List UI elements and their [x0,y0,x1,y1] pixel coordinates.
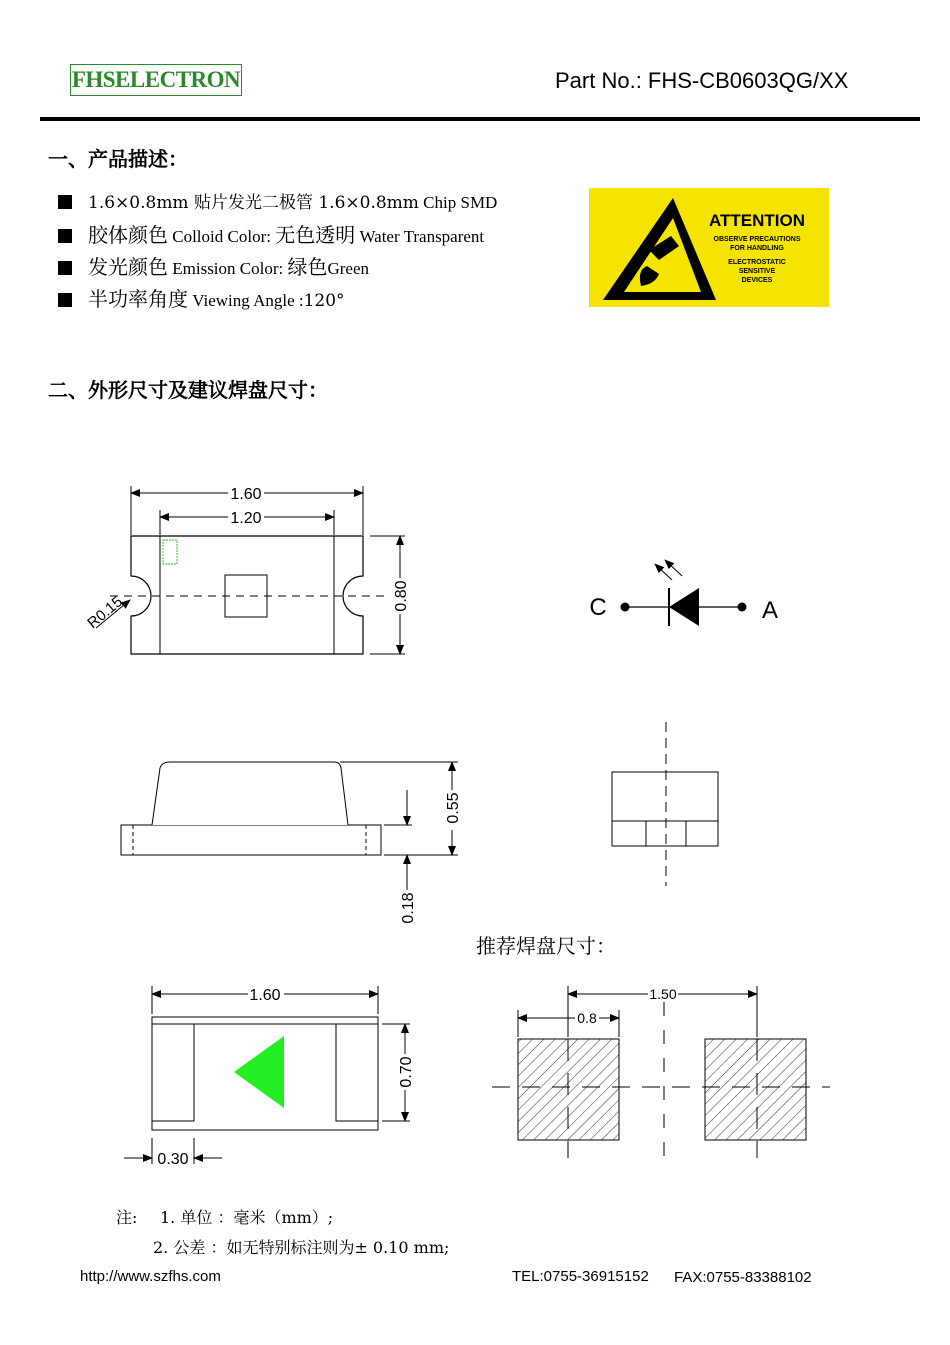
top-inner-label: 1.20 [230,510,262,527]
pad-section-title: 推荐焊盘尺寸： [476,934,616,958]
bullet-square-icon [58,195,72,209]
svg-text:ELECTROSTATIC: ELECTROSTATIC [728,259,786,266]
section1-title: 一、产品描述： [48,147,188,171]
section2-title: 二、外形尺寸及建议焊盘尺寸： [48,378,328,402]
pad-gap-label: 0.30 [157,1151,189,1168]
esd-warning-label [589,188,829,307]
svg-text:OBSERVE PRECAUTIONS: OBSERVE PRECAUTIONS [713,236,801,243]
part-number [555,68,848,94]
esd-title: ATTENTION [708,211,806,230]
pad-length-label: 1.60 [249,987,281,1004]
footer-fax: FAX:0755-83388102 [674,1269,812,1286]
company-logo: FHSELECTRON [70,64,242,96]
bullet-item: 1.6×0.8mm 贴片发光二极管 1.6×0.8mm Chip SMD [58,188,497,213]
recommended-pads-drawing [492,986,830,1168]
note-tolerance: 2. 公差 ：如无特别标注则为± 0.10 mm; [153,1238,450,1257]
part-number-label: Part No.: [555,68,648,93]
bullet-item: 胶体颜色 Colloid Color: 无色透明 Water Transparent [58,219,484,248]
radius-label: R0.15 [84,593,126,632]
top-width-label: 0.80 [393,580,410,612]
led-symbol [589,560,778,626]
bottom-view-drawing [124,986,415,1168]
anode-label: A [761,597,779,624]
header-rule [40,117,920,121]
bullet-item: 半功率角度 Viewing Angle :120° [58,283,345,312]
note-units: 1. 单位 ：毫米（mm）; [160,1208,334,1227]
side-view-drawing [121,762,462,924]
notes-label: 注: [116,1208,138,1227]
bullet-square-icon [58,229,72,243]
footer-website-link[interactable]: http://www.szfhs.com [80,1268,221,1285]
pad-width-label: 0.70 [398,1056,415,1088]
svg-text:SENSITIVE: SENSITIVE [738,268,776,275]
top-view-drawing [84,485,410,654]
bullet-square-icon [58,261,72,275]
side-base-label: 0.18 [400,892,417,924]
part-number-value: FHS-CB0603QG/XX [647,68,849,93]
svg-text:FOR HANDLING: FOR HANDLING [730,245,784,252]
bullet-item: 发光颜色 Emission Color: 绿色Green [58,251,369,280]
top-length-label: 1.60 [230,486,262,503]
svg-text:DEVICES: DEVICES [741,277,773,284]
end-view-drawing [612,722,718,886]
cathode-label: C [589,594,607,621]
pad-pitch-label: 1.50 [649,986,677,1002]
footer-tel: TEL:0755-36915152 [512,1268,649,1285]
bullet-square-icon [58,293,72,307]
side-height-label: 0.55 [445,792,462,824]
dimension-drawings [0,440,950,1200]
pad-size-label: 0.8 [577,1010,597,1026]
